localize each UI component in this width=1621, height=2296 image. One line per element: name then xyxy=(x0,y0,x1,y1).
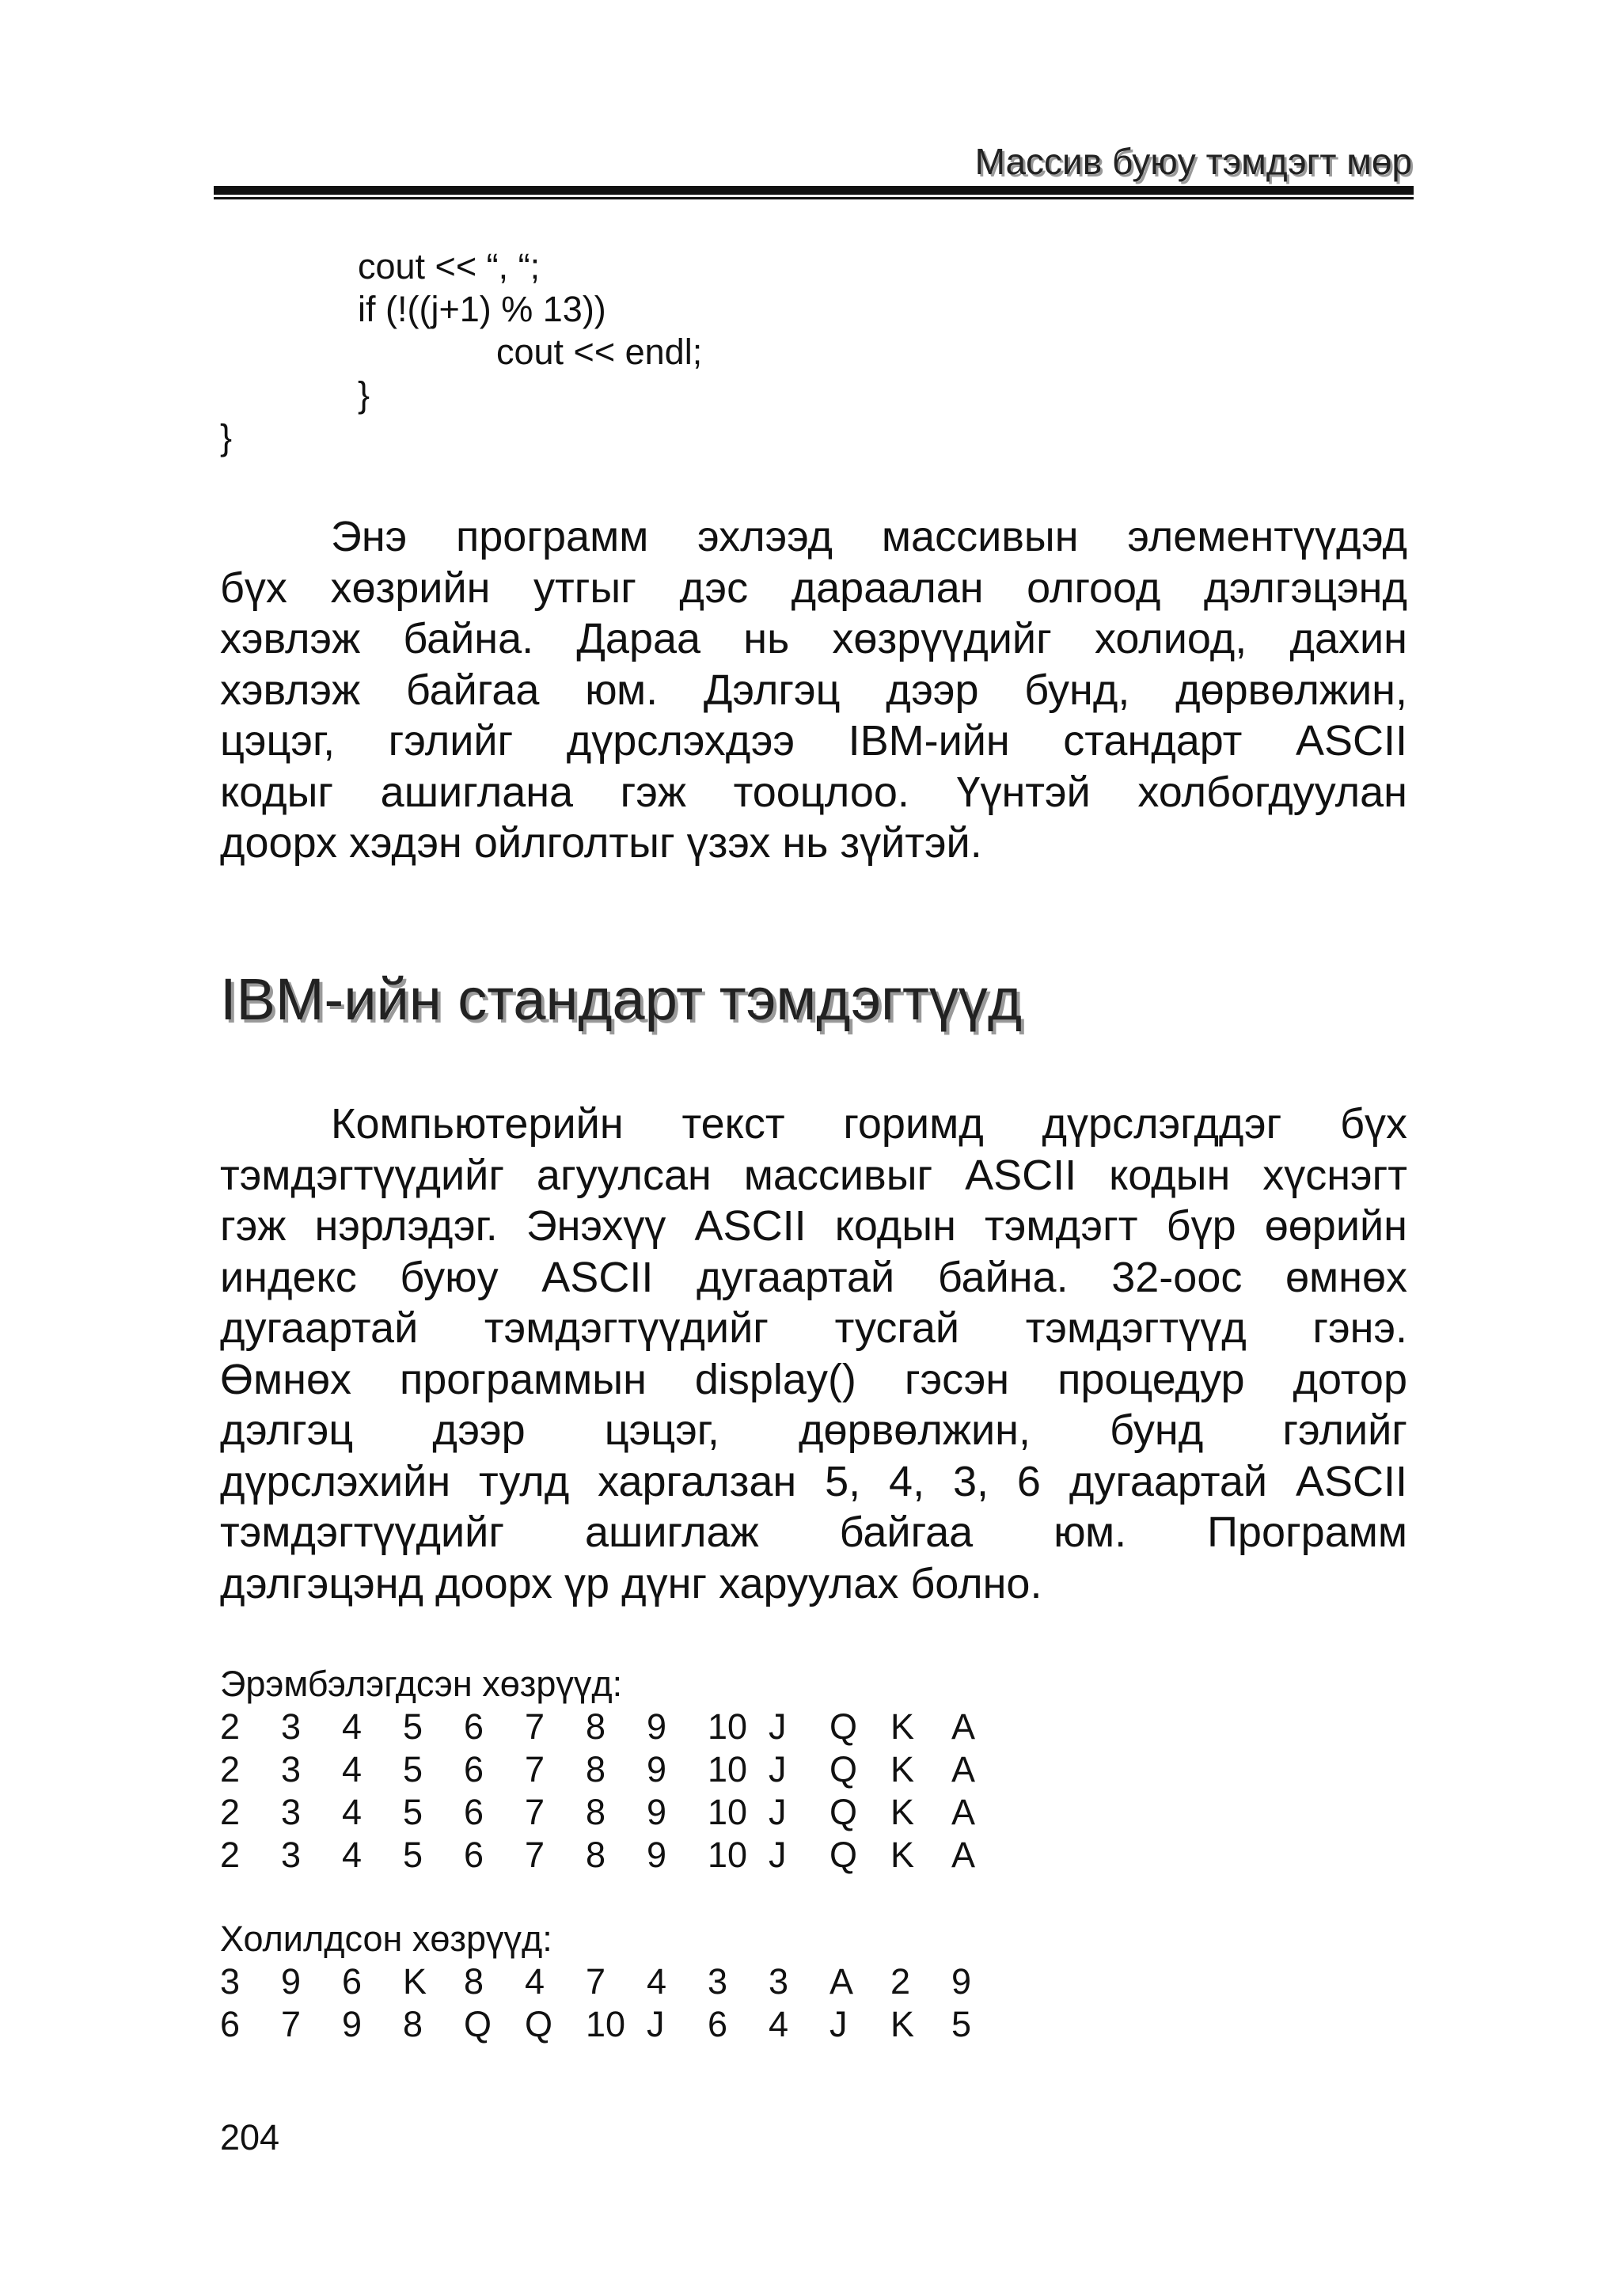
paragraph-line: Өмнөх программын display() гэсэн процедур дотор xyxy=(220,1355,1407,1403)
paragraph-line: индекс буюу ASCII дугаартай байна. 32-оос өмнөх xyxy=(220,1253,1407,1301)
card-value: J xyxy=(829,2004,848,2044)
card-value: K xyxy=(890,1792,915,1832)
card-value: 6 xyxy=(342,1961,363,2002)
card-value: 9 xyxy=(647,1706,667,1747)
card-value: 10 xyxy=(708,1835,748,1875)
card-value: 6 xyxy=(464,1792,484,1832)
card-value: Q xyxy=(829,1749,858,1789)
paragraph-line: дэлгэцэнд доорх үр дүнг харуулах болно. xyxy=(220,1559,1042,1607)
card-value: 2 xyxy=(220,1749,241,1789)
card-value: 2 xyxy=(220,1835,241,1875)
paragraph-line: дугаартай тэмдэгтүүдийг тусгай тэмдэгтүүд гэнэ. xyxy=(220,1304,1407,1352)
card-value: 5 xyxy=(951,2004,972,2044)
card-value: K xyxy=(890,1749,915,1789)
shuffled-cards-title: Холилдсон хөзрүүд: xyxy=(220,1918,552,1959)
card-value: K xyxy=(890,1835,915,1875)
card-value: 10 xyxy=(708,1749,748,1789)
card-value: 5 xyxy=(403,1706,423,1747)
paragraph-line: дэлгэц дээр цэцэг, дөрвөлжин, бунд гэлийг xyxy=(220,1406,1407,1454)
paragraph-line: тэмдэгтүүдийг агуулсан массивыг ASCII кодын хүснэгт xyxy=(220,1151,1407,1199)
card-value: 3 xyxy=(220,1961,241,2002)
body-paragraph-1 xyxy=(220,511,1407,869)
card-value: 10 xyxy=(708,1706,748,1747)
card-value: 4 xyxy=(769,2004,789,2044)
card-value: 8 xyxy=(586,1706,606,1747)
card-value: A xyxy=(951,1749,976,1789)
card-value: 4 xyxy=(342,1835,363,1875)
card-value: 8 xyxy=(586,1749,606,1789)
paragraph-line: гэж нэрлэдэг. Энэхүү ASCII кодын тэмдэгт бүр өөрийн xyxy=(220,1202,1407,1250)
card-row xyxy=(220,1706,1012,1748)
card-value: J xyxy=(769,1749,787,1789)
card-value: Q xyxy=(525,2004,553,2044)
card-value: 5 xyxy=(403,1835,423,1875)
card-value: 7 xyxy=(586,1961,606,2002)
paragraph-line: дүрслэхийн тулд харгалзан 5, 4, 3, 6 дугаартай ASCII xyxy=(220,1457,1407,1505)
paragraph-line: цэцэг, гэлийг дүрслэхдээ IBM-ийн стандарт ASCII xyxy=(220,717,1407,765)
header-rule-thin xyxy=(214,197,1414,199)
paragraph-line: кодыг ашиглана гэж тооцлоо. Үүнтэй холбогдуулан xyxy=(220,768,1407,816)
card-value: A xyxy=(951,1835,976,1875)
card-row xyxy=(220,1748,1012,1791)
card-value: 6 xyxy=(464,1749,484,1789)
section-heading: IBM-ийн стандарт тэмдэгтүүд xyxy=(220,966,1023,1032)
card-value: 10 xyxy=(586,2004,626,2044)
card-value: 8 xyxy=(464,1961,484,2002)
card-value: 4 xyxy=(342,1749,363,1789)
card-value: 4 xyxy=(342,1706,363,1747)
code-line: cout << endl; xyxy=(496,332,703,372)
code-line: } xyxy=(220,417,233,457)
paragraph-line: тэмдэгтүүдийг ашиглаж байгаа юм. Программ xyxy=(220,1509,1407,1556)
card-value: 7 xyxy=(281,2004,302,2044)
paragraph-line: доорх хэдэн ойлголтыг үзэх нь зүйтэй. xyxy=(220,819,982,867)
paragraph-line: бүх хөзрийн утгыг дэс дараалан олгоод дэлгэцэнд xyxy=(220,564,1407,612)
card-value: 3 xyxy=(281,1749,302,1789)
card-value: A xyxy=(829,1961,854,2002)
card-value: 5 xyxy=(403,1792,423,1832)
card-value: 3 xyxy=(769,1961,789,2002)
card-value: 3 xyxy=(281,1792,302,1832)
card-value: 8 xyxy=(586,1835,606,1875)
card-value: 4 xyxy=(525,1961,545,2002)
card-value: K xyxy=(403,1961,427,2002)
sorted-cards-title: Эрэмбэлэгдсэн хөзрүүд: xyxy=(220,1664,623,1704)
card-value: 7 xyxy=(525,1835,545,1875)
body-paragraph-2 xyxy=(220,1099,1407,1609)
card-value: 2 xyxy=(220,1706,241,1747)
paragraph-line: Компьютерийн текст горимд дүрслэгддэг бүх xyxy=(331,1100,1407,1148)
card-value: 10 xyxy=(708,1792,748,1832)
paragraph-line: Энэ программ эхлээд массивын элементүүдэд xyxy=(331,513,1407,560)
code-line: if (!((j+1) % 13)) xyxy=(358,289,606,329)
card-value: 9 xyxy=(647,1792,667,1832)
card-value: 2 xyxy=(890,1961,911,2002)
card-value: 3 xyxy=(281,1706,302,1747)
card-value: 9 xyxy=(647,1749,667,1789)
card-value: 3 xyxy=(281,1835,302,1875)
card-value: 7 xyxy=(525,1706,545,1747)
card-value: 6 xyxy=(464,1835,484,1875)
card-value: J xyxy=(769,1706,787,1747)
card-value: K xyxy=(890,1706,915,1747)
card-value: 7 xyxy=(525,1749,545,1789)
code-line: } xyxy=(358,374,370,415)
card-row xyxy=(220,2003,1012,2046)
card-row xyxy=(220,1791,1012,1834)
card-value: 9 xyxy=(647,1835,667,1875)
card-value: 6 xyxy=(708,2004,728,2044)
card-value: Q xyxy=(829,1835,858,1875)
header-rule xyxy=(214,186,1414,195)
card-value: J xyxy=(769,1835,787,1875)
card-value: J xyxy=(769,1792,787,1832)
card-value: 9 xyxy=(281,1961,302,2002)
card-value: 3 xyxy=(708,1961,728,2002)
card-value: 2 xyxy=(220,1792,241,1832)
code-line: cout << “, “; xyxy=(358,246,541,287)
card-value: 9 xyxy=(951,1961,972,2002)
card-value: 7 xyxy=(525,1792,545,1832)
card-value: 9 xyxy=(342,2004,363,2044)
card-value: 8 xyxy=(586,1792,606,1832)
card-value: 5 xyxy=(403,1749,423,1789)
card-value: K xyxy=(890,2004,915,2044)
card-value: A xyxy=(951,1792,976,1832)
card-value: Q xyxy=(829,1706,858,1747)
card-value: Q xyxy=(829,1792,858,1832)
card-value: Q xyxy=(464,2004,492,2044)
card-value: J xyxy=(647,2004,665,2044)
page-number: 204 xyxy=(220,2117,280,2157)
card-value: A xyxy=(951,1706,976,1747)
card-value: 6 xyxy=(220,2004,241,2044)
card-value: 6 xyxy=(464,1706,484,1747)
card-row xyxy=(220,1834,1012,1877)
paragraph-line: хэвлэж байна. Дараа нь хөзрүүдийг холиод, дахин xyxy=(220,615,1407,662)
paragraph-line: хэвлэж байгаа юм. Дэлгэц дээр бунд, дөрвөлжин, xyxy=(220,666,1407,714)
card-row xyxy=(220,1960,1012,2003)
running-head-title: Массив буюу тэмдэгт мөр xyxy=(974,141,1412,182)
card-value: 4 xyxy=(342,1792,363,1832)
card-value: 4 xyxy=(647,1961,667,2002)
card-value: 8 xyxy=(403,2004,423,2044)
